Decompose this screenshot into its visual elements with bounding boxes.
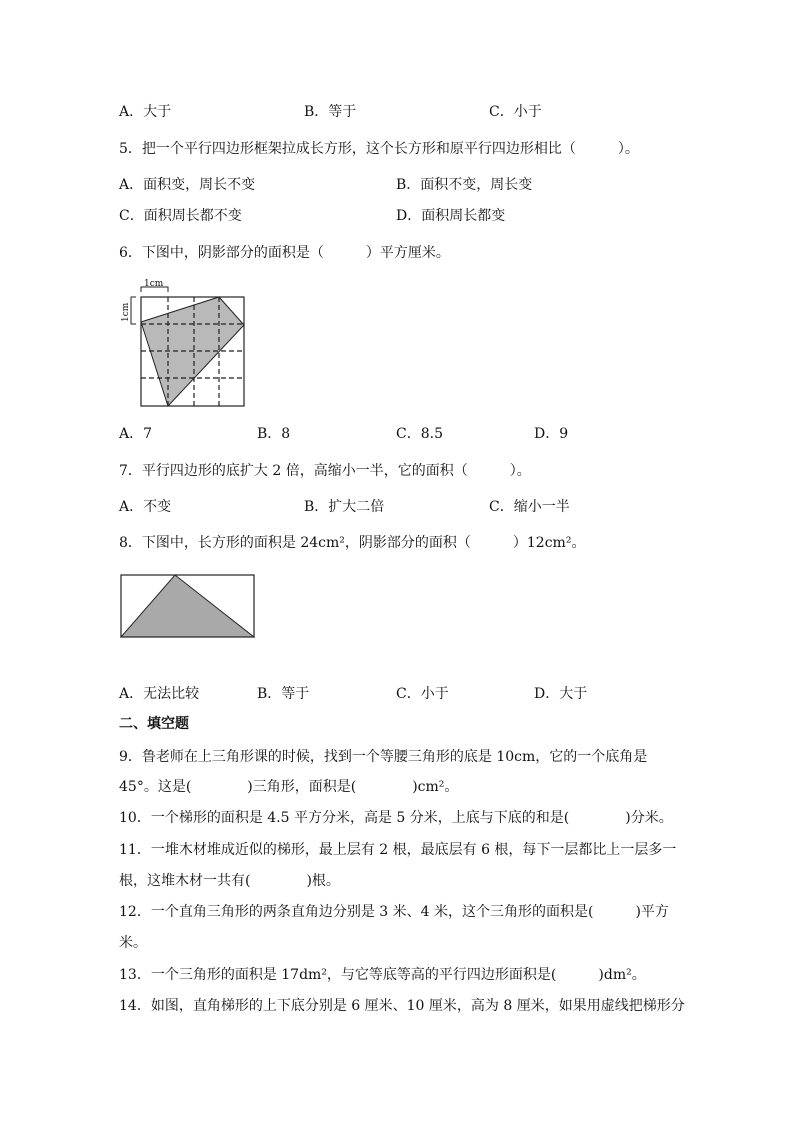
q7-option-a: A．不变: [119, 499, 172, 515]
q5-stem: 5．把一个平行四边形框架拉成长方形，这个长方形和原平行四边形相比（ ）。: [119, 141, 639, 157]
q8-option-d: D．大于: [534, 686, 588, 702]
q9-line-1: 9．鲁老师在上三角形课的时候，找到一个等腰三角形的底是 10cm，它的一个底角是: [119, 749, 648, 765]
q11-line-2: 根，这堆木材一共有( )根。: [119, 873, 340, 889]
q7-option-b: B．扩大二倍: [304, 499, 385, 515]
q5-option-b: B．面积不变，周长变: [396, 177, 533, 193]
q7-stem: 7．平行四边形的底扩大 2 倍，高缩小一半，它的面积（ ）。: [119, 463, 531, 479]
q6-option-a: A．7: [119, 426, 153, 442]
q4-option-a: A．大于: [119, 104, 172, 120]
q4-option-b: B．等于: [304, 104, 357, 120]
q8-option-c: C．小于: [396, 686, 449, 702]
q5-option-c: C．面积周长都不变: [119, 208, 242, 224]
q14-line-1: 14．如图，直角梯形的上下底分别是 6 厘米、10 厘米，高为 8 厘米，如果用虚线把梯形分: [119, 998, 685, 1014]
section-heading-fill-blank: 二、填空题: [119, 716, 189, 732]
q6-option-c: C．8.5: [396, 426, 443, 442]
q7-option-c: C．缩小一半: [489, 499, 570, 515]
q8-option-a: A．无法比较: [119, 686, 200, 702]
q6-option-b: B．8: [257, 426, 291, 442]
q5-option-d: D．面积周长都变: [396, 208, 506, 224]
q8-shaded-triangle: [121, 575, 254, 637]
q6-label-vertical: 1cm: [121, 302, 131, 322]
q5-option-a: A．面积变，周长不变: [119, 177, 256, 193]
q6-grid-figure: [118, 278, 250, 410]
q10-line-1: 10．一个梯形的面积是 4.5 平方分米，高是 5 分米，上底与下底的和是( )分米。: [119, 810, 673, 826]
q13-line-1: 13．一个三角形的面积是 17dm²，与它等底等高的平行四边形面积是( )dm²。: [119, 967, 646, 983]
q6-label-horizontal: 1cm: [144, 279, 164, 289]
q12-line-2: 米。: [119, 935, 147, 951]
q8-stem: 8．下图中，长方形的面积是 24cm²，阴影部分的面积（ ）12cm²。: [119, 535, 586, 551]
q8-option-b: B．等于: [257, 686, 310, 702]
q6-option-d: D．9: [534, 426, 569, 442]
q9-line-2: 45°。这是( )三角形，面积是( )cm²。: [119, 779, 459, 795]
q6-stem: 6．下图中，阴影部分的面积是（ ）平方厘米。: [119, 245, 450, 261]
q4-option-c: C．小于: [489, 104, 542, 120]
q12-line-1: 12．一个直角三角形的两条直角边分别是 3 米、4 米，这个三角形的面积是( )平方: [119, 904, 669, 920]
q6-bracket-vertical: [131, 297, 136, 324]
q8-rectangle-figure: [120, 574, 256, 639]
q11-line-1: 11．一堆木材堆成近似的梯形，最上层有 2 根，最底层有 6 根，每下一层都比上一层多一: [119, 842, 677, 858]
